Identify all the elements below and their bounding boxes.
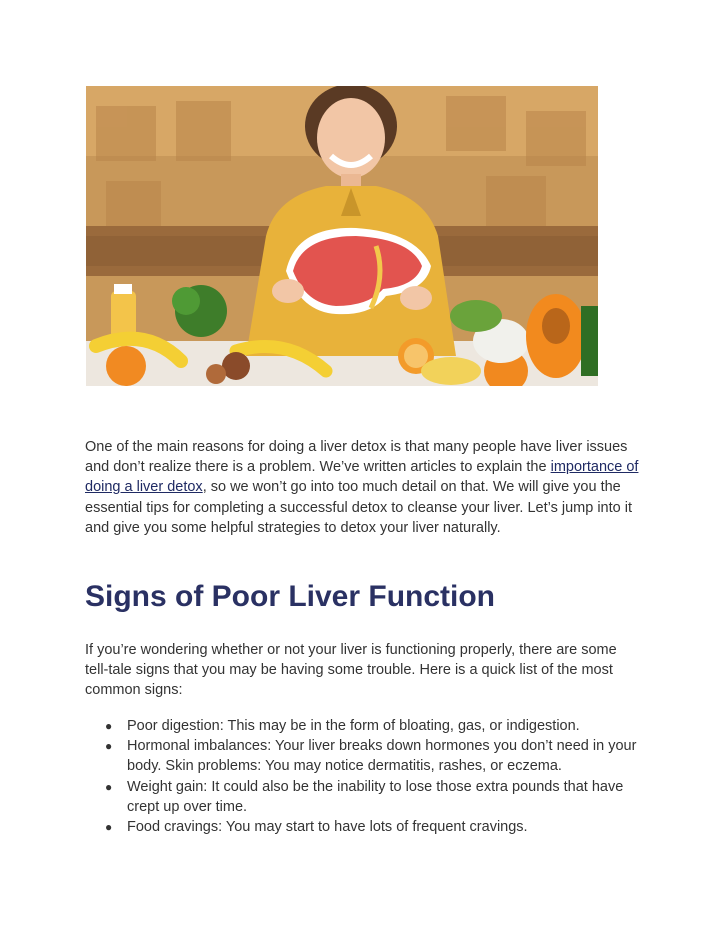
bullet-icon: ● <box>105 820 113 835</box>
bullet-icon: ● <box>105 719 113 733</box>
list-item-text: Poor digestion: This may be in the form of bloating, gas, or indigestion. <box>127 718 580 734</box>
hero-image <box>86 86 598 386</box>
list-item <box>85 736 645 776</box>
list-item-text: Hormonal imbalances: Your liver breaks down hormones you don’t need in your body. Skin problems: You may notice dermatitis, rashes, or eczema. <box>127 738 637 775</box>
signs-list <box>85 716 645 837</box>
list-item-text: Weight gain: It could also be the inability to lose those extra pounds that have crept up over time. <box>127 778 624 815</box>
woman-holding-liver-illustration <box>86 86 598 386</box>
list-item <box>85 716 645 736</box>
bullet-icon: ● <box>105 739 113 754</box>
importance-of-liver-detox-link[interactable]: importance of doing a liver detox <box>85 459 639 496</box>
list-item <box>85 817 645 837</box>
section-intro-paragraph: If you’re wondering whether or not your liver is functioning properly, there are some tell-tale signs that you may be having some trouble. Here is a quick list of the most common signs: <box>85 642 617 699</box>
intro-text-before: One of the main reasons for doing a liver detox is that many people have liver issues and don’t realize there is a problem. We’ve written articles to explain the <box>85 439 628 476</box>
list-item-text: Food cravings: You may start to have lots of frequent cravings. <box>127 819 528 836</box>
bullet-icon: ● <box>105 779 113 794</box>
section-heading: Signs of Poor Liver Function <box>85 580 496 613</box>
intro-text-after: , so we won’t go into too much detail on that. We will give you the essential tips for completing a successful detox to cleanse your liver. Let’s jump into it and give you some helpful strategies to detox your liver naturally. <box>85 479 632 536</box>
list-item <box>85 777 645 817</box>
intro-paragraph <box>85 437 640 538</box>
